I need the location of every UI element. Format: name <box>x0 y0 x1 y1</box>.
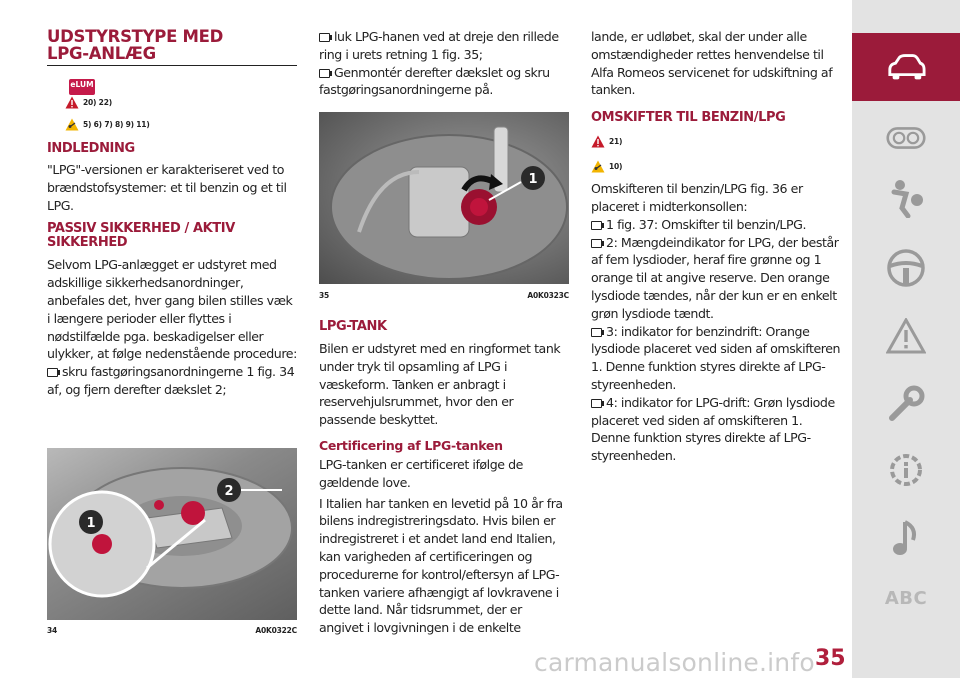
caution-refs-row <box>65 116 297 132</box>
gear-info-icon[interactable] <box>886 450 926 490</box>
callout-1: 1 <box>86 516 96 531</box>
steering-wheel-icon[interactable] <box>886 248 926 288</box>
figure-35-caption <box>319 291 569 300</box>
elum-badge: eLUM <box>69 79 95 95</box>
section-title: UDSTYRSTYPE MED LPG-ANLÆG <box>47 27 223 63</box>
paragraph-indledning: "LPG"-versionen er karakteriseret ved to brændstofsystemer: et til benzin og et til LPG. <box>47 162 287 213</box>
bullet-icon <box>591 239 602 248</box>
abc-index-label[interactable]: ABC <box>884 588 928 609</box>
list-item-3: 3: indikator for benzindrift: Orange lysdiode placeret ved siden af omskifteren 1. Denne funktion styres direkte af LPG-styreenheden. <box>591 323 841 392</box>
heading-passiv-sikkerhed: PASSIV SIKKERHED / AKTIV SIKKERHED <box>47 221 235 251</box>
elum-badge-row <box>69 72 297 92</box>
column-2 <box>319 28 569 636</box>
bullet-icon <box>47 368 58 377</box>
spare-wheel-well-illustration <box>47 448 297 620</box>
lpg-tank-section <box>319 320 569 637</box>
bullet-icon <box>591 399 602 408</box>
caution-icon <box>65 118 79 131</box>
figure-code: A0K0322C <box>255 626 297 635</box>
heading-omskifter: OMSKIFTER TIL BENZIN/LPG <box>591 110 786 126</box>
lpg-valve-illustration <box>319 112 569 284</box>
paragraph-continued: lande, er udløbet, skal der under alle omstændigheder rettes henvendelse til Alfa Romeos servicenet for udskiftning af tanken. <box>591 29 833 98</box>
caution-refs-row <box>591 158 843 174</box>
warning-icon <box>65 96 79 109</box>
paragraph-passiv: Selvom LPG-anlægget er udstyret med adskillige sikkerhedsanordninger, anbefales det, hver gang bilen stilles væk i længere perioder eller flyttes i nødstilfælde pga. beskadigelser eller ulykker, at følge nedenstående procedure: <box>47 257 297 362</box>
figure-34-caption <box>47 626 297 635</box>
paragraph-lpg-tank: Bilen er udstyret med en ringformet tank under tryk til opsamling af LPG i væskeform. Tanken er anbragt i reservehjulsrummet, hvor den er passende beskyttet. <box>319 341 561 428</box>
warning-triangle-icon[interactable] <box>886 316 926 356</box>
list-item-2: 2: Mængdeindikator for LPG, der består af fem lysdioder, heraf fire grønne og 1 orange til at angive reserve. Den orange lysdiode tændes, når der kun er en enkelt grøn lysdiode tændt. <box>591 234 839 321</box>
callout-1: 1 <box>528 172 538 187</box>
title-divider <box>47 65 297 66</box>
paragraph-cert-1: LPG-tanken er certificeret ifølge de gældende love. <box>319 456 523 490</box>
warning-refs: 20) 22) <box>83 97 112 107</box>
heading-indledning: INDLEDNING <box>47 141 135 156</box>
wrench-icon[interactable] <box>886 384 926 424</box>
figure-number: 34 <box>47 626 58 635</box>
bullet-icon <box>591 221 602 230</box>
page-number: 35 <box>815 646 846 671</box>
column-1 <box>47 27 297 635</box>
figure-34-image <box>47 448 297 620</box>
caution-refs: 10) <box>609 161 623 171</box>
dashboard-icon[interactable] <box>886 118 926 158</box>
heading-lpg-tank: LPG-TANK <box>319 319 387 334</box>
paragraph-omskifter: Omskifteren til benzin/LPG fig. 36 er placeret i midterkonsollen: <box>591 181 803 214</box>
bullet-icon <box>319 33 330 42</box>
caution-icon <box>591 160 605 173</box>
paragraph-cert-2: I Italien har tanken en levetid på 10 år fra bilens indregistreringsdato. Hvis bilen er indregistreret i et andet land end Italien, kan varigheden af certificeringen og procedurerne for kontrol/eftersyn af LPG-tanken variere afhængigt af lovkravene i dette land. Når tidsrummet, der er angivet i lovgivningen i de enkelte <box>319 495 563 636</box>
safety-person-icon[interactable] <box>886 178 926 218</box>
chapter-sidebar <box>852 0 960 678</box>
callout-2: 2 <box>224 484 234 499</box>
figure-code: A0K0323C <box>527 291 569 300</box>
heading-certificering: Certificering af LPG-tanken <box>319 437 503 453</box>
bullet-item-3: Genmontér derefter dækslet og skru fastgøringsanordningerne på. <box>319 64 550 98</box>
warning-refs: 21) <box>609 136 623 146</box>
list-item-1: 1 fig. 37: Omskifter til benzin/LPG. <box>591 216 843 234</box>
warning-icon <box>591 135 605 148</box>
bullet-icon <box>319 69 330 78</box>
car-icon[interactable] <box>886 47 926 87</box>
bullet-item-2: luk LPG-hanen ved at dreje den rillede ring i urets retning 1 fig. 35; <box>319 29 559 62</box>
music-note-icon[interactable] <box>886 518 926 558</box>
list-item-4: 4: indikator for LPG-drift: Grøn lysdiode placeret ved siden af omskifteren 1. Denne funktion styres direkte af LPG-styreenheden. <box>591 394 835 464</box>
warning-refs-row <box>591 133 843 149</box>
caution-refs: 5) 6) 7) 8) 9) 11) <box>83 119 150 129</box>
figure-number: 35 <box>319 291 330 300</box>
warning-refs-row <box>65 94 297 110</box>
figure-35-image <box>319 112 569 284</box>
bullet-item-1: skru fastgøringsanordningerne 1 fig. 34 af, og fjern derefter dækslet 2; <box>47 364 295 397</box>
watermark: carmanualsonline.info <box>534 648 815 677</box>
column-3 <box>591 28 843 465</box>
bullet-icon <box>591 328 602 337</box>
